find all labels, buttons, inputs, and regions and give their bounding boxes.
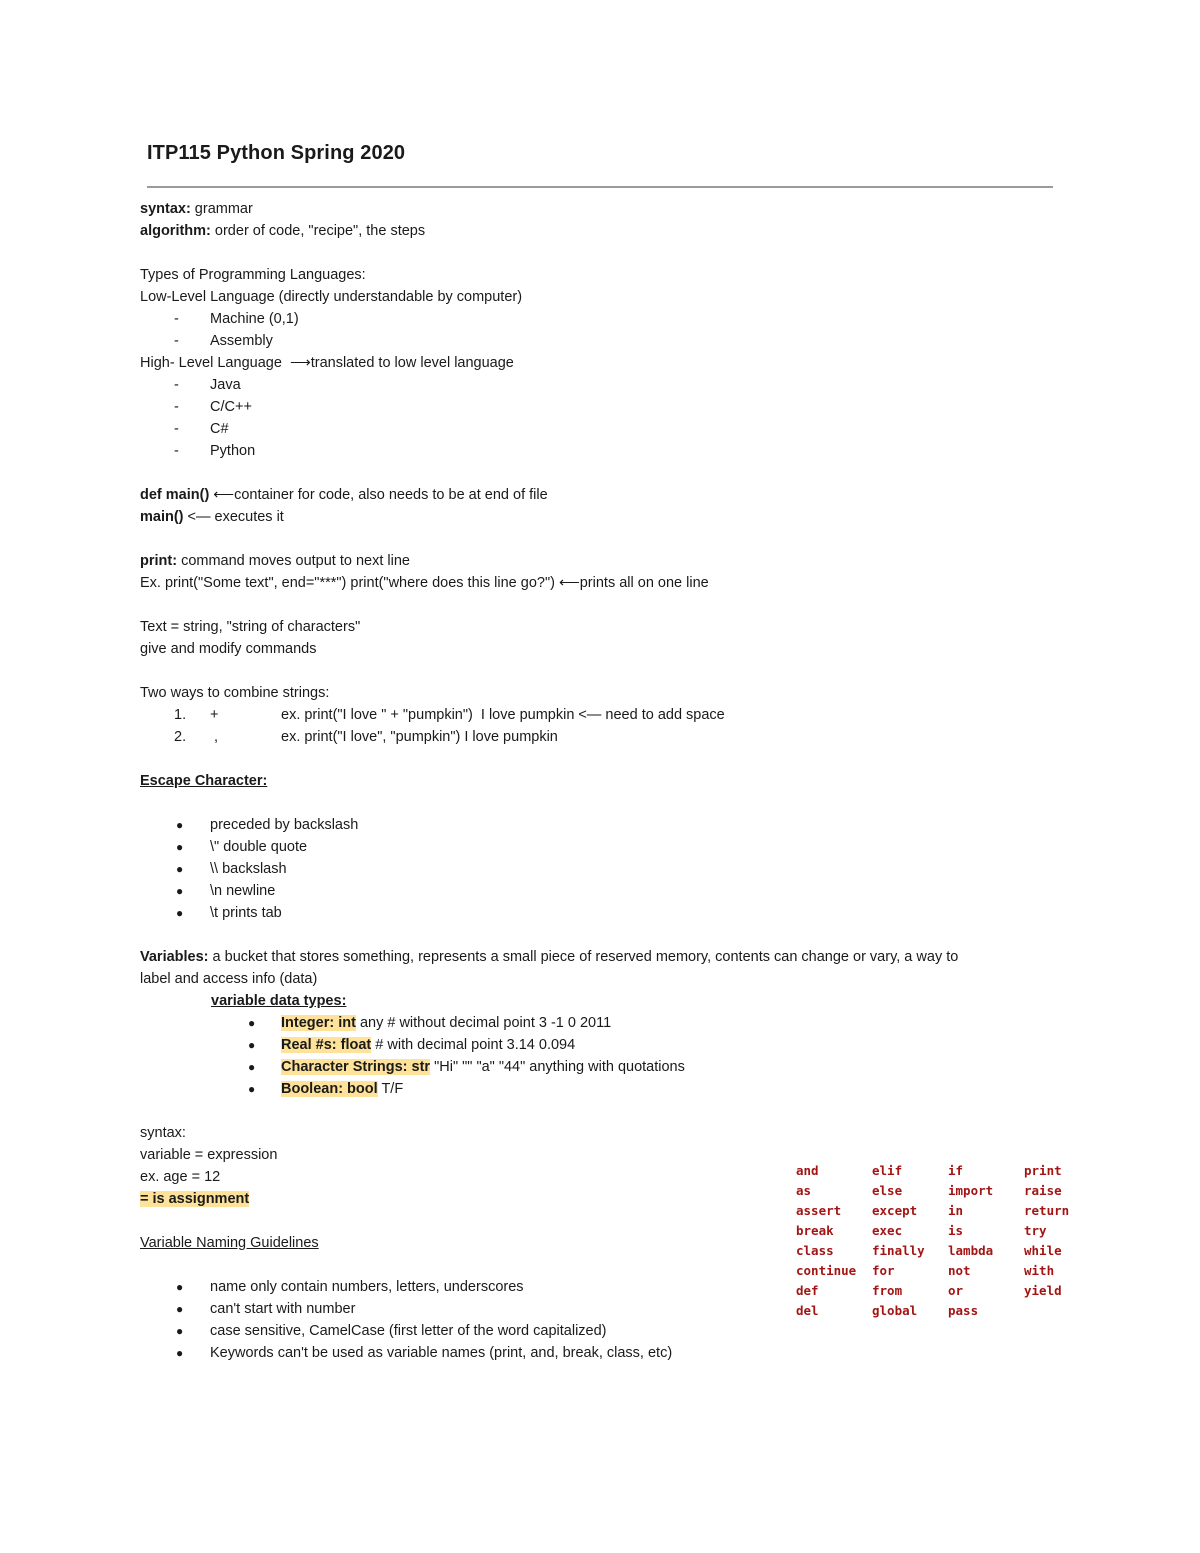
list-item: ● Character Strings: str "Hi" "" "a" "44" anything with quotations (248, 1059, 685, 1075)
list-item: 2. , ex. print("I love", "pumpkin") I love pumpkin (174, 729, 558, 745)
main-call-line: main() <— executes it (140, 509, 284, 525)
combine-heading: Two ways to combine strings: (140, 685, 330, 701)
print-example: Ex. print("Some text", end="***") print("where does this line go?") ⟵prints all on one line (140, 575, 709, 591)
table-row: continue for not with (796, 1263, 1055, 1278)
algorithm-term: algorithm: (140, 223, 211, 239)
text-definition: Text = string, "string of characters" (140, 619, 361, 635)
variables-definition-cont: label and access info (data) (140, 971, 318, 987)
low-level-line: Low-Level Language (directly understandable by computer) (140, 289, 523, 305)
languages-heading: Types of Programming Languages: (140, 267, 366, 283)
list-item: ● name only contain numbers, letters, underscores (176, 1279, 524, 1295)
list-item: - Machine (0,1) (174, 311, 299, 327)
table-row: def from or yield (796, 1283, 1062, 1298)
print-definition: print: command moves output to next line (140, 553, 410, 569)
algorithm-definition (140, 220, 1060, 242)
syntax-form: variable = expression (140, 1147, 278, 1163)
naming-heading: Variable Naming Guidelines (140, 1235, 319, 1251)
list-item: ● Integer: int any # without decimal point 3 -1 0 2011 (248, 1015, 612, 1031)
syntax-text: grammar (190, 201, 253, 217)
def-main-line: def main() ⟵container for code, also needs to be at end of file (140, 487, 548, 503)
list-item: ● preceded by backslash (176, 817, 359, 833)
table-row: del global pass (796, 1303, 979, 1318)
data-types-heading: variable data types: (211, 993, 347, 1009)
horizontal-rule (147, 186, 1053, 188)
list-item: ● \\ backslash (176, 861, 287, 877)
table-row: class finally lambda while (796, 1243, 1062, 1258)
page-title: ITP115 Python Spring 2020 (147, 142, 406, 164)
assignment-note: = is assignment (140, 1191, 250, 1207)
list-item: ● case sensitive, CamelCase (first letter of the word capitalized) (176, 1323, 607, 1339)
list-item: ● \n newline (176, 883, 276, 899)
syntax-definition (140, 198, 1060, 220)
list-item: ● Real #s: float # with decimal point 3.14 0.094 (248, 1037, 576, 1053)
table-row: as else import raise (796, 1183, 1062, 1198)
list-item: ● Keywords can't be used as variable names (print, and, break, class, etc) (176, 1345, 673, 1361)
list-item: - Java (174, 377, 241, 393)
variables-definition: Variables: a bucket that stores something, represents a small piece of reserved memory, contents can change or vary, a way to (140, 949, 959, 965)
text-note: give and modify commands (140, 641, 317, 657)
syntax-label: syntax: (140, 1125, 186, 1141)
table-row: break exec is try (796, 1223, 1047, 1238)
high-level-line: High- Level Language ⟶translated to low level language (140, 355, 514, 371)
list-item: ● \" double quote (176, 839, 308, 855)
keywords-table (796, 1163, 1100, 1323)
list-item: - Python (174, 443, 256, 459)
table-row: assert except in return (796, 1203, 1070, 1218)
list-item: ● \t prints tab (176, 905, 282, 921)
syntax-term: syntax: (140, 201, 191, 217)
escape-heading: Escape Character: (140, 773, 268, 789)
list-item: ● can't start with number (176, 1301, 356, 1317)
list-item: - Assembly (174, 333, 273, 349)
list-item: ● Boolean: bool T/F (248, 1081, 404, 1097)
syntax-example: ex. age = 12 (140, 1169, 221, 1185)
list-item: - C# (174, 421, 229, 437)
algorithm-text: order of code, "recipe", the steps (210, 223, 426, 239)
list-item: - C/C++ (174, 399, 252, 415)
list-item: 1. + ex. print("I love " + "pumpkin") I love pumpkin <— need to add space (174, 707, 725, 723)
table-row: and elif if print (796, 1163, 1062, 1178)
